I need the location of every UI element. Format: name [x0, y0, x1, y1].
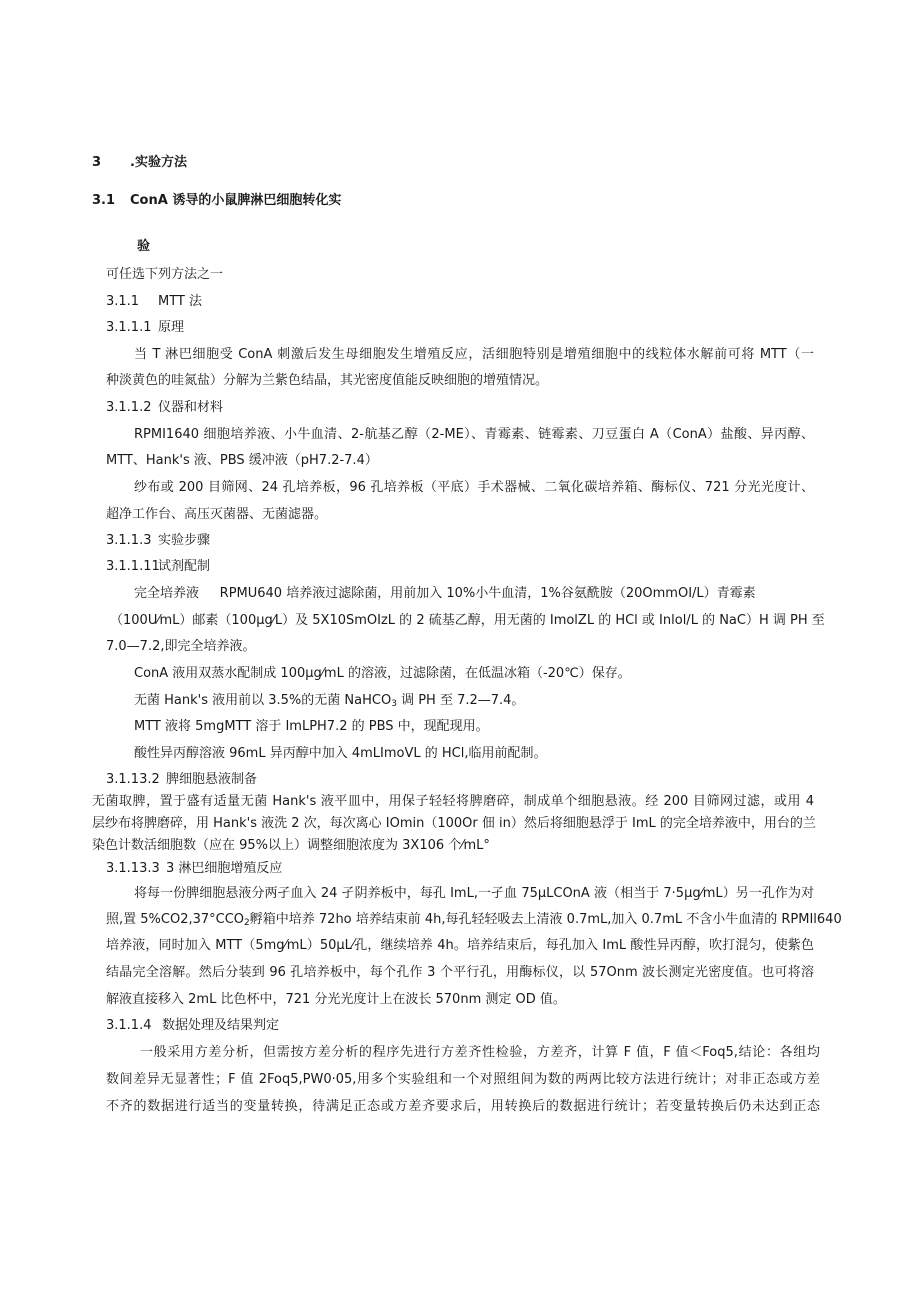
- spleen-line: 无菌取脾，置于盛有适量无菌 Hank's 液平皿中，用保子轻轻将脾磨碎，制成单个细胞悬液。经 200 目筛网过滤，或用 4: [92, 794, 814, 809]
- proliferation-line: 培养液，同时加入 MTT（5mg⁄mL）50μL⁄孔，继续培养 4h。培养结束后，每孔加入 ImL 酸性异丙醇，吹打混匀，使紫色: [106, 938, 814, 953]
- intro-text: 可任选下列方法之一: [106, 267, 224, 282]
- subsection-3-1-1-1-1: [106, 558, 210, 576]
- subsection-title: 实验步骤: [158, 533, 211, 548]
- mtt-solution-line: MTT 液将 5mgMTT 溶于 ImLPH7.2 的 PBS 中，现配现用。: [134, 719, 489, 734]
- reagent-line: ConA 液用双蒸水配制成 100μg⁄mL 的溶液，过滤除菌，在低温冰箱（-20℃）保存。: [134, 666, 631, 681]
- co2-subscript: 2: [244, 918, 250, 928]
- subsection-title: 原理: [158, 320, 185, 335]
- proliferation-line: 结晶完全溶解。然后分装到 96 孔培养板中，每个孔作 3 个平行孔，用酶标仪，以 57Onm 波长测定光密度值。也可将溶: [106, 965, 814, 980]
- subsection-title: 仪器和材料: [158, 400, 224, 415]
- subsection-number: 3.1.13.2: [106, 772, 160, 787]
- subsection-3-1-1-3: [106, 532, 210, 550]
- materials-line: 纱布或 200 目筛网、24 孔培养板，96 孔培养板（平底）手术器械、二氧化碳培养箱、酶标仪、721 分光光度计、: [134, 480, 814, 495]
- subsection-3-1-1: [106, 293, 202, 311]
- reagent-line: （100U⁄mL）邮素（100μg⁄L）及 5X10SmOIzL 的 2 硫基乙醇，用无菌的 ImolZL 的 HCl 或 Inlol/L 的 NaC）H 调 PH 至: [110, 613, 825, 628]
- proliferation-line: 解液直接移入 2mL 比色杯中，721 分光光度计上在波长 570nm 测定 OD 值。: [106, 992, 566, 1007]
- subsection-3-1-1-1: [106, 319, 184, 337]
- proliferation-text-a: 照,置 5%CO2,37°CCO: [106, 912, 245, 927]
- section-title: .实验方法: [130, 155, 187, 170]
- materials-line: 超净工作台、高压灭菌器、无菌滤器。: [106, 507, 328, 522]
- reagent-line: 7.0—7.2,即完全培养液。: [106, 639, 256, 654]
- section-title: ConA 诱导的小鼠脾淋巴细胞转化实: [130, 193, 342, 208]
- reagent-line: 完全培养液 RPMU640 培养液过滤除菌，用前加入 10%小牛血清，1%谷氨酰胺（20OmmOI/L）青霉素: [134, 586, 756, 601]
- subsection-number: 3.1.1: [106, 294, 140, 309]
- section-3-heading: [92, 154, 187, 172]
- hank-subscript: 3: [391, 699, 397, 709]
- data-processing-line: 一般采用方差分析，但需按方差分析的程序先进行方差齐性检验，方差齐，计算 F 值，F 值＜Foq5,结论：各组均: [140, 1045, 820, 1060]
- materials-line: RPMI1640 细胞培养液、小牛血清、2-航基乙醇（2-ME）、青霉素、链霉素、刀豆蛋白 A（ConA）盐酸、异丙醇、: [134, 427, 814, 442]
- subsection-title: MTT 法: [158, 294, 203, 309]
- hank-text-post: 调 PH 至 7.2—7.4。: [396, 693, 525, 708]
- data-processing-line: 不齐的数据进行适当的变量转换，待满足正态或方差齐要求后，用转换后的数据进行统计；若变量转换后仍未达到正态: [106, 1099, 820, 1114]
- acid-isopropanol-line: 酸性异丙醇溶液 96mL 异丙醇中加入 4mLImoVL 的 HCl,临用前配制。: [134, 746, 547, 761]
- subsection-number: 3.1.1.1: [106, 320, 152, 335]
- subsection-number: 3.1.1.2: [106, 400, 152, 415]
- proliferation-text-b: 孵箱中培养 72ho 培养结束前 4h,每孔轻轻吸去上清液 0.7mL,加入 0.7mL 不含小牛血清的 RPMIl640: [249, 912, 842, 927]
- subsection-title: 3 淋巴细胞增殖反应: [166, 861, 283, 876]
- subsection-3-1-1-2: [106, 399, 223, 417]
- principle-line: 当 T 淋巴细胞受 ConA 刺激后发生母细胞发生增殖反应，活细胞特别是增殖细胞中的线粒体水解前可将 MTT（一: [134, 347, 814, 362]
- subsection-title: 试剂配制: [158, 559, 211, 574]
- materials-line: MTT、Hank's 液、PBS 缓冲液（pH7.2-7.4）: [106, 453, 378, 468]
- proliferation-line: 将每一份脾细胞悬液分两孑血入 24 孑阴养板中，每孔 ImL,一孑血 75μLCOnA 液（相当于 7·5μg⁄mL）另一孔作为对: [134, 886, 814, 901]
- section-3-1-heading-cont: 验: [137, 239, 151, 254]
- subsection-3-1-1-3-2: [106, 771, 257, 789]
- subsection-3-1-1-4: [106, 1017, 279, 1035]
- subsection-title: 脾细胞悬液制备: [166, 772, 258, 787]
- subsection-number: 3.1.1.4: [106, 1018, 152, 1033]
- hank-text-pre: 无菌 Hank's 液用前以 3.5%的无菌 NaHCO: [134, 693, 392, 708]
- subsection-3-1-1-3-3: [106, 860, 282, 878]
- proliferation-line: [106, 911, 842, 929]
- hank-line: [134, 692, 524, 710]
- subsection-number: 3.1.1.11: [106, 559, 160, 574]
- data-processing-line: 数间差异无显著性；F 值 2Foq5,PW0·05,用多个实验组和一个对照组间为数的两两比较方法进行统计；对非正态或方差: [106, 1072, 820, 1087]
- section-number: 3.1: [92, 193, 116, 208]
- spleen-line: 染色计数活细胞数（应在 95%以上）调整细胞浓度为 3X106 个⁄mL°: [92, 838, 490, 853]
- subsection-number: 3.1.13.3: [106, 861, 160, 876]
- subsection-title: 数据处理及结果判定: [162, 1018, 280, 1033]
- subsection-number: 3.1.1.3: [106, 533, 152, 548]
- spleen-line: 层纱布将脾磨碎，用 Hank's 液洗 2 次，每次离心 IOmin（100Or 佃 in）然后将细胞悬浮于 ImL 的完全培养液中，用台的兰: [92, 816, 816, 831]
- section-number: 3: [92, 155, 102, 170]
- section-3-1-heading: [92, 192, 341, 210]
- principle-line: 种淡黄色的哇氮盐）分解为兰紫色结晶，其光密度值能反映细胞的增殖情况。: [106, 373, 549, 388]
